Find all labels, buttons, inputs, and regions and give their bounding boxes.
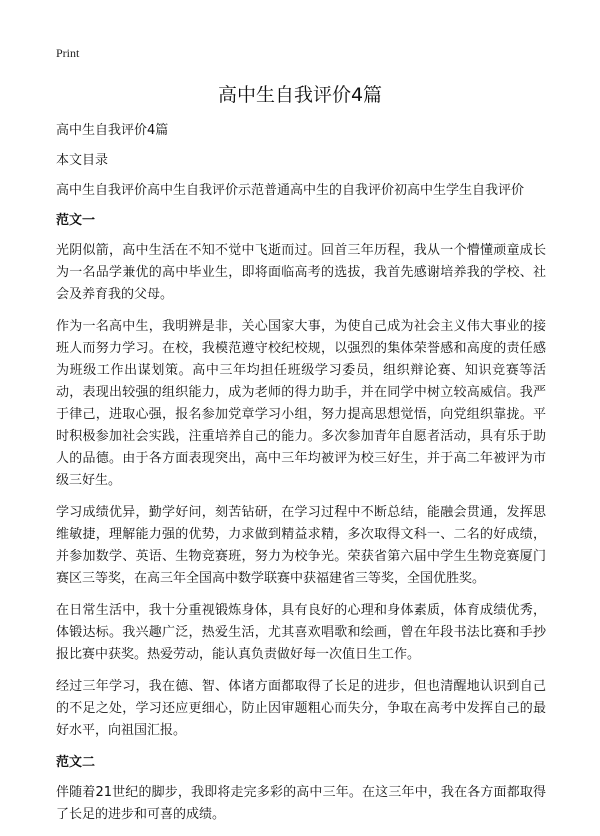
document-body (56, 120, 546, 836)
document-title: 高中生自我评价4篇 (217, 84, 383, 106)
paragraph: 伴随着21世纪的脚步，我即将走完多彩的高中三年。在这三年中，我在各方面都取得了长足的进步和可喜的成绩。 (56, 785, 546, 822)
paragraph: 学习成绩优异，勤学好问，刻苦钻研，在学习过程中不断总结，能融会贯通，发挥思维敏捷，理解能力强的优势，力求做到精益求精，多次取得文科一、二名的好成绩，并参加数学、英语、生物竞赛班，努力为校争光。荣获省第六届中学生生物竞赛厦门赛区三等奖，在高三年全国高中数学联赛中获福建省三等奖，全国优胜奖。 (56, 505, 546, 586)
paragraph: 经过三年学习，我在德、智、体诸方面都取得了长足的进步，但也清醒地认识到自己的不足之处，学习还应更细心，防止因审题粗心而失分，争取在高考中发挥自己的最好水平，向祖国汇报。 (56, 679, 546, 738)
section-heading: 范文二 (56, 755, 96, 770)
section-heading: 范文一 (56, 213, 96, 228)
paragraph: 光阴似箭，高中生活在不知不觉中飞逝而过。回首三年历程，我从一个懵懂顽童成长为一名品学兼优的高中毕业生，即将面临高考的选拔，我首先感谢培养我的学校、社会及养育我的父母。 (56, 243, 546, 302)
toc-line: 高中生自我评价高中生自我评价示范普通高中生的自我评价初高中生学生自我评价 (56, 183, 525, 198)
paragraph: 在日常生活中，我十分重视锻炼身体，具有良好的心理和身体素质，体育成绩优秀，体锻达标。我兴趣广泛，热爱生活，尤其喜欢唱歌和绘画，曾在年段书法比赛和手抄报比赛中获奖。热爱劳动，能认真负责做好每一次值日生工作。 (56, 603, 546, 662)
document-subtitle: 高中生自我评价4篇 (56, 123, 169, 138)
paragraph: 作为一名高中生，我明辨是非，关心国家大事，为使自己成为社会主义伟大事业的接班人而努力学习。在校，我模范遵守校纪校规，以强烈的集体荣誉感和高度的责任感为班级工作出谋划策。高中三年均担任班级学习委员，组织辩论赛、知识竞赛等活动，表现出较强的组织能力，成为老师的得力助手，并在同学中树立较高威信。我严于律己，进取心强，报名参加党章学习小组，努力提高思想觉悟，向党组织靠拢。平时积极参加社会实践，注重培养自己的能力。多次参加青年自愿者活动，具有乐于助人的品德。由于各方面表现突出，高中三年均被评为校三好生，并于高二年被评为市级三好生。 (56, 319, 546, 488)
print-label: Print (56, 46, 80, 60)
toc-label: 本文目录 (56, 153, 109, 168)
